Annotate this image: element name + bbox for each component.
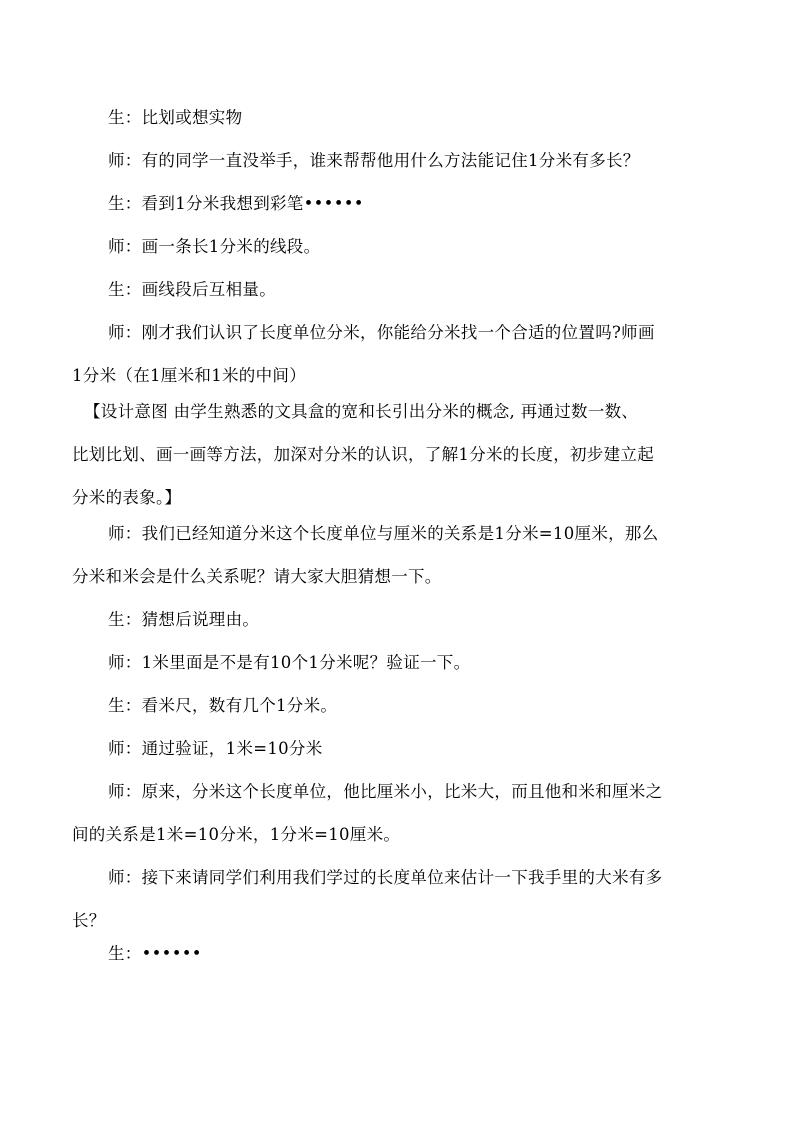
paragraph-10: [72, 645, 724, 681]
paragraph-design-intent: [72, 394, 724, 516]
text-line: 师：画一条长1分米的线段。: [108, 237, 321, 256]
text-line: 生：画线段后互相量。: [108, 280, 276, 299]
text-line: 师：通过验证，1米=10分米: [108, 739, 323, 758]
text-line: 师：1米里面是不是有10个1分米呢？验证一下。: [108, 653, 471, 672]
paragraph-2: [72, 143, 724, 179]
paragraph-8: [72, 516, 724, 595]
paragraph-12: [72, 731, 724, 767]
paragraph-14: [72, 860, 724, 939]
text-line: 比划比划、画一画等方法，加深对分米的认识，了解1分米的长度，初步建立起: [72, 445, 654, 464]
text-line: 师：我们已经知道分米这个长度单位与厘米的关系是1分米=10厘米，那么: [108, 524, 659, 543]
text-line: 分米和米会是什么关系呢？请大家大胆猜想一下。: [72, 567, 442, 586]
text-line: 生：看到1分米我想到彩笔••••••: [108, 194, 364, 213]
text-line: 生：猜想后说理由。: [108, 610, 260, 629]
text-line: 生：••••••: [108, 944, 202, 963]
paragraph-15: [72, 936, 724, 972]
paragraph-6: [72, 315, 724, 394]
paragraph-4: [72, 229, 724, 265]
text-line: 1分米（在1厘米和1米的中间）: [72, 366, 306, 385]
text-line: 间的关系是1米=10分米，1分米=10厘米。: [72, 825, 401, 844]
text-line: 师：接下来请同学们利用我们学过的长度单位来估计一下我手里的大米有多: [108, 868, 663, 887]
text-line: 师：刚才我们认识了长度单位分米，你能给分米找一个合适的位置吗?师画: [108, 323, 655, 342]
paragraph-1: [72, 100, 724, 136]
paragraph-3: [72, 186, 724, 222]
text-line: 生：看米尺，数有几个1分米。: [108, 696, 338, 715]
text-line: 【设计意图 由学生熟悉的文具盒的宽和长引出分米的概念, 再通过数一数、: [84, 402, 639, 421]
text-line: 生：比划或想实物: [108, 108, 243, 127]
paragraph-9: [72, 602, 724, 638]
text-line: 师：有的同学一直没举手，谁来帮帮他用什么方法能记住1分米有多长？: [108, 151, 640, 170]
paragraph-11: [72, 688, 724, 724]
paragraph-13: [72, 774, 724, 853]
text-line: 分米的表象。】: [72, 488, 182, 507]
text-line: 师：原来，分米这个长度单位，他比厘米小，比米大，而且他和米和厘米之: [108, 782, 663, 801]
paragraph-5: [72, 272, 724, 308]
text-line: 长？: [72, 911, 106, 930]
